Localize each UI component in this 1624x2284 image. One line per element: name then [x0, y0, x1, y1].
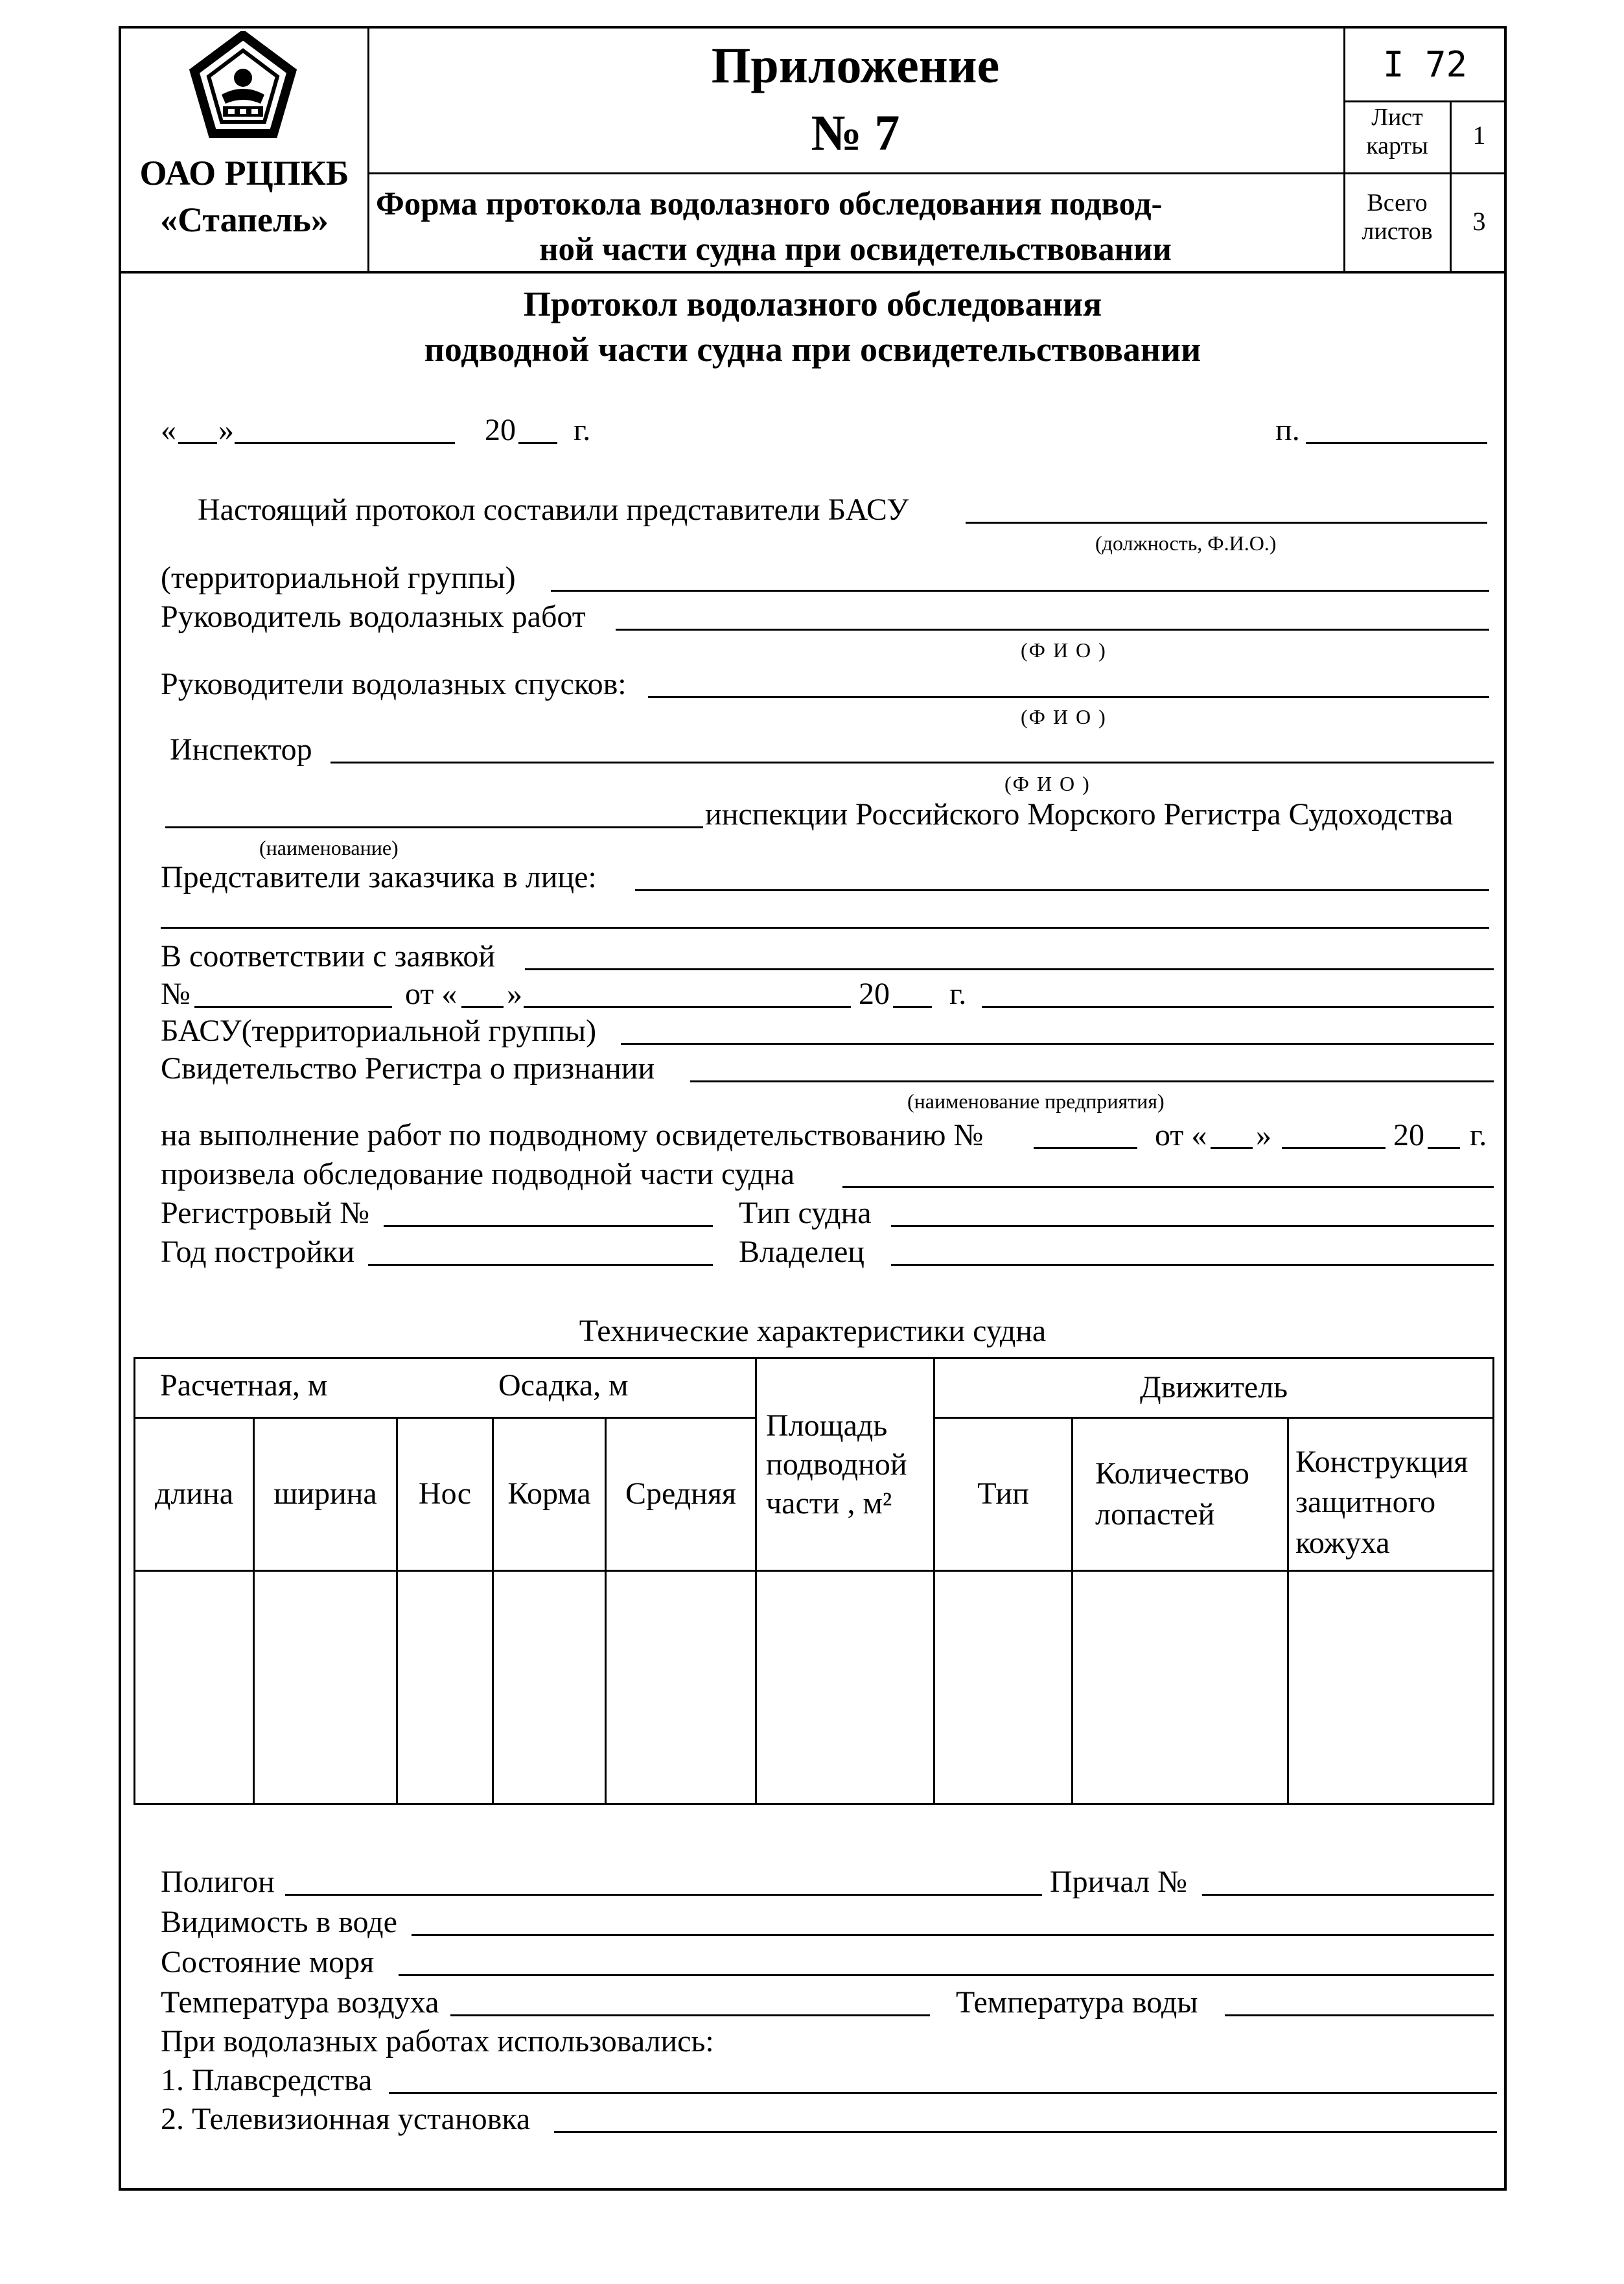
reg-number-label: Регистровый № [161, 1196, 370, 1230]
inspector-label: Инспектор [170, 732, 312, 767]
date-day-field[interactable] [178, 442, 217, 444]
air-temp-field[interactable] [450, 2014, 930, 2016]
table-cell-length[interactable] [135, 1571, 254, 1804]
sea-state-label: Состояние моря [161, 1945, 375, 1979]
basu-group-field[interactable] [621, 1043, 1494, 1045]
company-logo [188, 31, 298, 141]
date-open-quote: « [161, 413, 176, 447]
air-temp-label: Температура воздуха [161, 1985, 439, 2020]
item2-field[interactable] [554, 2131, 1497, 2133]
table-cell-area[interactable] [756, 1571, 934, 1804]
sheet-label: Лист карты [1366, 104, 1428, 159]
territorial-group-field[interactable] [551, 590, 1489, 592]
water-temp-label: Температура воды [956, 1985, 1198, 2020]
caption-fio: (Ф И О ) [1021, 705, 1107, 728]
dive-descent-heads-label: Руководители водолазных спусков: [161, 667, 627, 701]
item2-label: 2. Телевизионная установка [161, 2102, 531, 2136]
build-year-label: Год постройки [161, 1235, 355, 1269]
work-month-field[interactable] [1282, 1147, 1386, 1149]
request-number-sign: № [161, 977, 191, 1011]
dive-head-label: Руководитель водолазных работ [161, 600, 586, 634]
visibility-label: Видимость в воде [161, 1905, 397, 1939]
dive-head-field[interactable] [616, 629, 1489, 631]
work-number-field[interactable] [1034, 1147, 1137, 1149]
form-title-line2: ной части судна при освидетельствовании [539, 231, 1172, 268]
water-temp-field[interactable] [1225, 2014, 1494, 2016]
table-cell-width[interactable] [254, 1571, 397, 1804]
table-cell-mid[interactable] [606, 1571, 756, 1804]
date-close-quote: » [218, 413, 234, 447]
caption-position-fio: (должность, Ф.И.О.) [1095, 531, 1277, 555]
header-calc-draft [135, 1358, 756, 1418]
inspector-field[interactable] [331, 762, 1494, 763]
item1-field[interactable] [389, 2092, 1497, 2094]
caption-name: (наименование) [259, 836, 399, 859]
place-label: п. [1275, 413, 1300, 447]
caption-fio: (Ф И О ) [1021, 638, 1107, 662]
request-day-field[interactable] [461, 1006, 504, 1008]
caption-enterprise: (наименование предприятия) [907, 1090, 1165, 1113]
reg-number-field[interactable] [384, 1225, 713, 1227]
visibility-field[interactable] [412, 1934, 1494, 1936]
per-request-label: В соответствии с заявкой [161, 939, 496, 973]
polygon-field[interactable] [285, 1894, 1042, 1896]
header-bottom-border [119, 271, 1507, 274]
date-year-suffix: г. [574, 413, 591, 447]
polygon-label: Полигон [161, 1865, 275, 1899]
place-field[interactable] [1306, 442, 1487, 444]
owner-label: Владелец [739, 1235, 864, 1269]
header-divider [367, 172, 1507, 174]
dive-descent-heads-field[interactable] [648, 696, 1489, 698]
sheet-value: 1 [1472, 121, 1486, 150]
total-sheets-value: 3 [1472, 207, 1486, 236]
request-year-prefix: 20 [859, 977, 890, 1011]
table-cell-blades[interactable] [1073, 1571, 1288, 1804]
request-close-quote: » [507, 977, 522, 1011]
protocol-title-line1: Протокол водолазного обследования [523, 285, 1102, 323]
basu-group-label: БАСУ(территориальной группы) [161, 1014, 597, 1048]
customer-reps-field[interactable] [635, 889, 1489, 891]
table-cell-bow[interactable] [397, 1571, 493, 1804]
inspection-register-text: инспекции Российского Морского Регистра Судоходства [705, 797, 1454, 832]
performed-field[interactable] [842, 1186, 1494, 1188]
doc-code: I 72 [1382, 44, 1468, 85]
request-year-field[interactable] [893, 1006, 932, 1008]
col-underwater-area: Площадь подводной части , м² [756, 1358, 934, 1571]
table-cell-guard[interactable] [1288, 1571, 1494, 1804]
protocol-title-line2: подводной части судна при освидетельствовании [424, 330, 1201, 369]
tech-characteristics-table [133, 1357, 1494, 1805]
org-name: ОАО РЦПКБ [139, 154, 349, 192]
berth-field[interactable] [1202, 1894, 1494, 1896]
territorial-group-label: (территориальной группы) [161, 561, 516, 595]
appendix-number: № 7 [811, 104, 900, 161]
table-cell-stern[interactable] [493, 1571, 606, 1804]
header-divider [1343, 100, 1507, 102]
work-year-suffix: г. [1470, 1118, 1487, 1152]
performed-label: произвела обследование подводной части судна [161, 1157, 795, 1191]
group-calc: Расчетная, м [160, 1368, 328, 1403]
ship-type-field[interactable] [891, 1225, 1494, 1227]
request-from-label: от « [405, 977, 458, 1011]
table-cell-prop-type[interactable] [934, 1571, 1073, 1804]
appendix-title: Приложение [711, 37, 1000, 93]
request-extra-field[interactable] [982, 1006, 1494, 1008]
work-year-prefix: 20 [1393, 1118, 1424, 1152]
col-guard: Конструкция защитного кожуха [1288, 1418, 1494, 1571]
work-year-field[interactable] [1428, 1147, 1460, 1149]
caption-fio: (Ф И О ) [1004, 772, 1091, 795]
col-prop-type: Тип [934, 1418, 1073, 1571]
work-line-label: на выполнение работ по подводному освидетельствованию № [161, 1118, 984, 1152]
date-year-field[interactable] [518, 442, 557, 444]
group-propulsor: Движитель [934, 1358, 1494, 1418]
date-year-prefix: 20 [485, 413, 516, 447]
col-bow: Нос [397, 1418, 493, 1571]
representatives-field[interactable] [966, 522, 1487, 524]
col-width: ширина [254, 1418, 397, 1571]
col-length: длина [135, 1418, 254, 1571]
work-from-label: от « [1155, 1118, 1207, 1152]
build-year-field[interactable] [368, 1264, 713, 1266]
date-month-field[interactable] [235, 442, 455, 444]
request-month-field[interactable] [524, 1006, 851, 1008]
used-label: При водолазных работах использовались: [161, 2024, 714, 2058]
berth-label: Причал № [1050, 1865, 1187, 1899]
customer-reps-label: Представители заказчика в лице: [161, 860, 597, 894]
owner-field[interactable] [891, 1264, 1494, 1266]
tech-table-title: Технические характеристики судна [579, 1314, 1047, 1348]
register-cert-field[interactable] [690, 1080, 1494, 1082]
appendix-title-box [369, 37, 1341, 161]
work-day-field[interactable] [1211, 1147, 1253, 1149]
customer-reps-field-2[interactable] [161, 927, 1489, 929]
per-request-field[interactable] [525, 968, 1494, 970]
intro-text: Настоящий протокол составили представители БАСУ [198, 493, 909, 527]
col-blades: Количество лопастей [1073, 1418, 1288, 1571]
request-number-field[interactable] [194, 1006, 392, 1008]
form-title-line1: Форма протокола водолазного обследования подвод- [376, 186, 1163, 222]
register-cert-label: Свидетельство Регистра о признании [161, 1051, 655, 1086]
group-draft: Осадка, м [498, 1368, 629, 1403]
total-sheets-label: Всего листов [1362, 189, 1433, 245]
item1-label: 1. Плавсредства [161, 2063, 373, 2097]
request-year-suffix: г. [949, 977, 967, 1011]
ship-type-label: Тип судна [739, 1196, 872, 1230]
work-close-quote: » [1256, 1118, 1271, 1152]
sea-state-field[interactable] [399, 1974, 1494, 1976]
inspection-name-field[interactable] [165, 826, 703, 828]
org-name-2: «Стапель» [160, 200, 329, 239]
col-stern: Корма [493, 1418, 606, 1571]
col-mid: Средняя [606, 1418, 756, 1571]
